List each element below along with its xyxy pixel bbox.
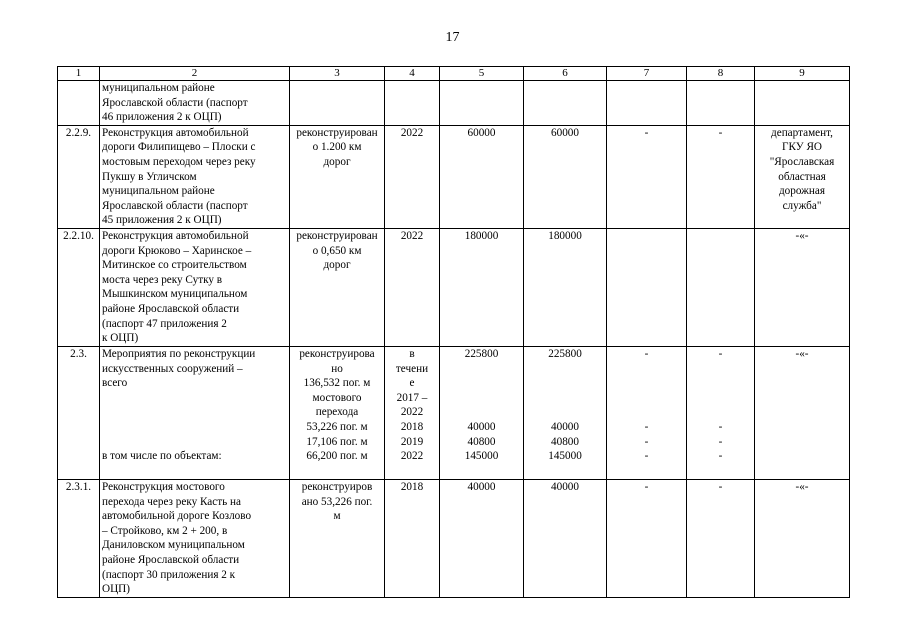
cell-line: мостовым переходом через реку (102, 155, 256, 168)
cell-line: - (644, 347, 649, 360)
cell-line: "Ярославская (769, 155, 835, 168)
cell-line: Мышкинском муниципальном (102, 288, 248, 301)
table-row (58, 479, 850, 597)
executor-cell (755, 228, 850, 346)
cell-line: ано 53,226 пог. (301, 495, 373, 508)
cell-line: 180000 (548, 229, 582, 242)
amount-cell (524, 125, 607, 228)
cell-line: Даниловском муниципальном (102, 539, 245, 552)
cell-line: 225800 (548, 347, 582, 360)
cell-line: 2022 (400, 126, 424, 139)
cell-line: областная (778, 170, 826, 183)
column-header: 1 (58, 67, 100, 81)
cell-line (689, 362, 752, 377)
cell-line: -«- (795, 480, 809, 493)
amount-cell (524, 346, 607, 479)
item-number-cell (58, 125, 100, 228)
cell-line: дорог (323, 155, 351, 168)
description-cell (100, 125, 290, 228)
amount-cell (607, 228, 687, 346)
period-cell (385, 346, 440, 479)
cell-line: служба" (782, 199, 822, 212)
program-table (57, 66, 850, 598)
result-cell (290, 346, 385, 479)
cell-line (102, 405, 287, 420)
cell-line: 225800 (464, 347, 499, 360)
cell-line: реконструиров (301, 480, 373, 493)
item-number-cell (58, 479, 100, 597)
column-header: 9 (755, 67, 850, 81)
cell-line (102, 391, 287, 406)
cell-line (609, 362, 684, 377)
amount-cell (440, 479, 524, 597)
cell-line: 60000 (551, 126, 579, 139)
description-cell (100, 228, 290, 346)
cell-line: ГКУ ЯО (782, 141, 822, 154)
cell-line: 2022 (400, 450, 424, 463)
cell-line: Реконструкция мостового (102, 480, 225, 493)
amount-cell (524, 228, 607, 346)
cell-line (609, 376, 684, 391)
page-number: 17 (445, 30, 460, 45)
cell-line (689, 376, 752, 391)
cell-line: течени (395, 362, 429, 375)
cell-line: 145000 (464, 450, 499, 463)
cell-line: автомобильной дороге Козлово (102, 510, 252, 523)
result-cell (290, 81, 385, 126)
cell-line: 60000 (467, 126, 496, 139)
cell-line: м (333, 510, 341, 523)
column-header: 2 (100, 67, 290, 81)
amount-cell (687, 346, 755, 479)
period-cell (385, 228, 440, 346)
cell-line: Пукшу в Угличском (102, 170, 197, 183)
cell-line: 17,106 пог. м (306, 435, 368, 448)
cell-line: - (718, 126, 723, 139)
cell-line: реконструирован (296, 229, 378, 242)
cell-line: 40800 (551, 435, 579, 448)
cell-line: департамент, (771, 126, 833, 139)
amount-cell (607, 346, 687, 479)
amount-cell (524, 81, 607, 126)
amount-cell (687, 479, 755, 597)
amount-cell (607, 125, 687, 228)
executor-cell (755, 81, 850, 126)
cell-line (526, 362, 604, 377)
amount-cell (687, 81, 755, 126)
cell-line: - (718, 435, 723, 448)
amount-cell (440, 346, 524, 479)
item-number-cell (58, 81, 100, 126)
amount-cell (440, 125, 524, 228)
cell-line: 40000 (467, 480, 496, 493)
table-row (58, 346, 850, 479)
description-cell (100, 346, 290, 479)
executor-cell (755, 346, 850, 479)
column-header: 4 (385, 67, 440, 81)
cell-line: 2022 (400, 229, 424, 242)
executor-cell (755, 125, 850, 228)
cell-line (526, 391, 604, 406)
cell-line: - (718, 450, 723, 463)
column-header: 6 (524, 67, 607, 81)
amount-cell (687, 125, 755, 228)
cell-line: 2.3. (70, 347, 87, 360)
cell-line: муниципальном районе (102, 82, 215, 94)
table-header-row (58, 67, 850, 81)
cell-line: 2017 – (396, 391, 428, 404)
cell-line: 40000 (467, 420, 496, 433)
period-cell (385, 125, 440, 228)
cell-line: районе Ярославской области (102, 553, 240, 566)
cell-line: дороги Филипищево – Плоски с (102, 141, 256, 154)
cell-line: Реконструкция автомобильной (102, 229, 249, 242)
cell-line: в том числе по объектам: (102, 450, 222, 463)
cell-line: 66,200 пог. м (306, 450, 368, 463)
cell-line: дорог (323, 259, 351, 272)
cell-line: о 1.200 км (312, 141, 362, 154)
cell-line: всего (102, 377, 128, 390)
table-row (58, 81, 850, 126)
cell-line (689, 391, 752, 406)
cell-line: муниципальном районе (102, 185, 215, 198)
cell-line: 2022 (400, 406, 424, 419)
cell-line: искусственных сооружений – (102, 362, 243, 375)
cell-line: 40800 (467, 435, 496, 448)
cell-line: -«- (795, 347, 809, 360)
cell-line: 2018 (400, 420, 424, 433)
cell-line: Мероприятия по реконструкции (102, 347, 256, 360)
cell-line: дороги Крюково – Харинское – (102, 244, 252, 257)
cell-line: о 0,650 км (312, 244, 362, 257)
cell-line: - (644, 435, 649, 448)
cell-line (442, 405, 521, 420)
cell-line: 136,532 пог. м (303, 377, 371, 390)
cell-line (442, 362, 521, 377)
result-cell (290, 479, 385, 597)
cell-line: Ярославской области (паспорт (102, 96, 248, 109)
cell-line: - (718, 347, 723, 360)
description-cell (100, 81, 290, 126)
item-number-cell (58, 346, 100, 479)
cell-line: 180000 (464, 229, 499, 242)
cell-line (689, 405, 752, 420)
cell-line: 145000 (548, 450, 582, 463)
column-header: 8 (687, 67, 755, 81)
cell-line: 2.2.9. (65, 126, 92, 139)
column-header: 3 (290, 67, 385, 81)
amount-cell (440, 228, 524, 346)
cell-line: 2.3.1. (65, 480, 92, 493)
table-row (58, 125, 850, 228)
cell-line: -«- (795, 229, 809, 242)
cell-line: 2.2.10. (63, 229, 94, 242)
column-header: 5 (440, 67, 524, 81)
cell-line (102, 435, 287, 450)
period-cell (385, 479, 440, 597)
cell-line: перехода (315, 406, 359, 419)
cell-line: Реконструкция автомобильной (102, 126, 249, 139)
cell-line: - (644, 420, 649, 433)
cell-line: реконструирован (296, 126, 378, 139)
description-cell (100, 479, 290, 597)
cell-line: - (718, 480, 723, 493)
cell-line: 46 приложения 2 к ОЦП) (102, 111, 222, 124)
cell-line: 40000 (551, 480, 579, 493)
cell-line: – Стройково, км 2 + 200, в (102, 524, 228, 537)
table-row (58, 228, 850, 346)
cell-line: дорожная (778, 185, 826, 198)
amount-cell (607, 81, 687, 126)
cell-line: - (644, 480, 649, 493)
cell-line: перехода через реку Касть на (102, 495, 241, 508)
result-cell (290, 125, 385, 228)
cell-line: - (644, 450, 649, 463)
column-header: 7 (607, 67, 687, 81)
cell-line: е (409, 377, 415, 390)
cell-line: - (644, 126, 649, 139)
cell-line: ОЦП) (102, 583, 130, 596)
cell-line: Митинское со строительством (102, 259, 247, 272)
cell-line: 2019 (400, 435, 424, 448)
cell-line: к ОЦП) (102, 332, 139, 345)
cell-line: но (331, 362, 343, 375)
cell-line: моста через реку Сутку в (102, 273, 223, 286)
cell-line: 2018 (400, 480, 424, 493)
cell-line (442, 391, 521, 406)
cell-line: - (718, 420, 723, 433)
period-cell (385, 81, 440, 126)
cell-line: мостового (312, 391, 362, 404)
cell-line: 45 приложения 2 к ОЦП) (102, 214, 222, 227)
cell-line (442, 376, 521, 391)
amount-cell (687, 228, 755, 346)
cell-line (609, 405, 684, 420)
cell-line: (паспорт 47 приложения 2 (102, 317, 227, 330)
amount-cell (524, 479, 607, 597)
cell-line (102, 420, 287, 435)
cell-line: в (409, 347, 415, 360)
amount-cell (440, 81, 524, 126)
cell-line: 53,226 пог. м (306, 420, 368, 433)
cell-line: Ярославской области (паспорт (102, 199, 248, 212)
cell-line: районе Ярославской области (102, 302, 240, 315)
amount-cell (607, 479, 687, 597)
item-number-cell (58, 228, 100, 346)
cell-line (526, 376, 604, 391)
cell-line (609, 391, 684, 406)
cell-line: реконструирова (299, 347, 375, 360)
cell-line (526, 405, 604, 420)
result-cell (290, 228, 385, 346)
cell-line: (паспорт 30 приложения 2 к (102, 568, 236, 581)
executor-cell (755, 479, 850, 597)
cell-line: 40000 (551, 420, 579, 433)
